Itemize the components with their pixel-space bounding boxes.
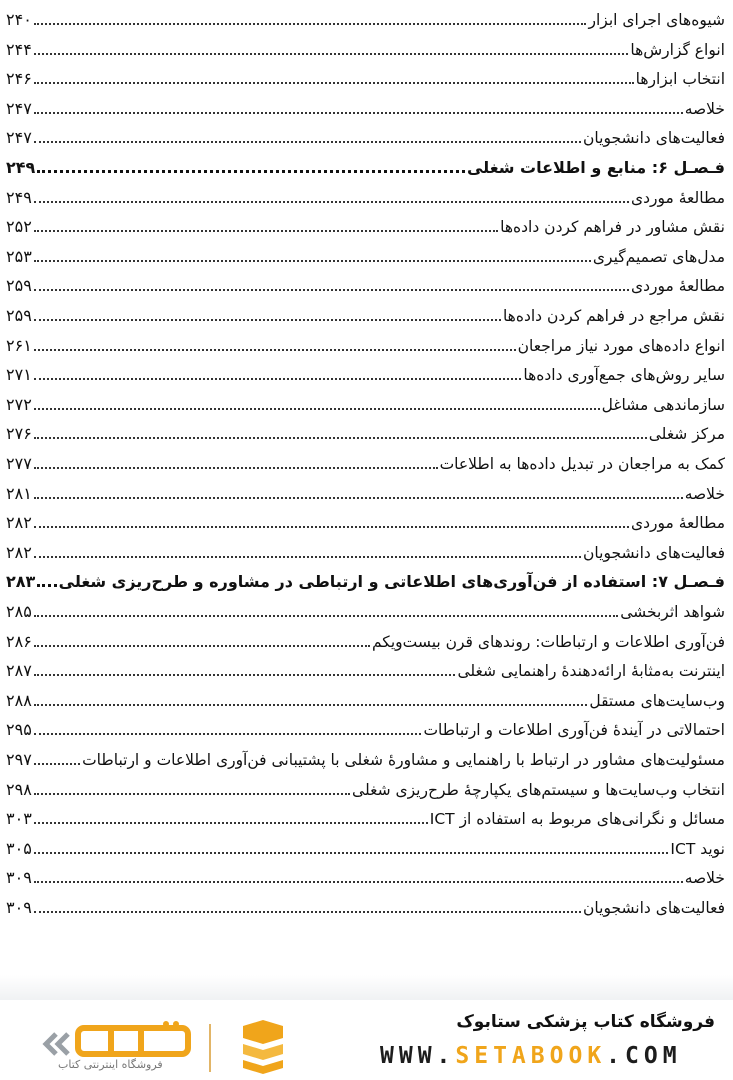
- toc-entry[interactable]: [6, 507, 725, 537]
- toc-entry[interactable]: [6, 892, 725, 922]
- dot-leader: [34, 763, 80, 765]
- toc-entry-title: مطالعهٔ موردی: [630, 514, 725, 533]
- chapter-label: فـصـل ۷:: [651, 572, 725, 592]
- toc-entry-title: شیوه‌های اجرای ابزار: [588, 11, 725, 29]
- dot-leader: [34, 467, 438, 469]
- toc-entry-title: فعالیت‌های دانشجویان: [583, 899, 725, 917]
- toc-entry-title: فـصـل ۶: منابع و اطلاعات شغلی: [466, 158, 725, 177]
- footer-fade: [0, 975, 733, 1003]
- dot-leader: [37, 584, 56, 587]
- toc-entry[interactable]: [6, 626, 725, 656]
- toc-page-number: ۲۷۱: [6, 365, 32, 385]
- toc-entry[interactable]: [6, 122, 725, 152]
- toc-page-number: ۲۷۲: [6, 394, 32, 414]
- toc-page-number: ۳۰۹: [6, 868, 32, 888]
- toc-entry-title: مسئولیت‌های مشاور در ارتباط با راهنمایی و مشاورهٔ شغلی با پشتیبانی فن‌آوری اطلاعات و ارتباطات: [82, 751, 725, 769]
- dot-leader: [34, 201, 629, 203]
- toc-entry-title: مطالعهٔ موردی: [630, 188, 725, 207]
- dot-leader: [34, 615, 618, 617]
- dot-leader: [34, 822, 428, 824]
- dot-leader: [34, 230, 498, 232]
- toc-entry[interactable]: [6, 655, 725, 685]
- toc-page-number: ۲۴۹: [6, 158, 36, 177]
- toc-page-number: ۲۴۴: [6, 39, 32, 59]
- toc-page-number: ۲۵۹: [6, 306, 32, 325]
- toc-entry-title: نقش مراجع در فراهم کردن داده‌ها: [502, 307, 725, 325]
- dot-leader: [34, 53, 629, 55]
- dot-leader: [34, 911, 581, 913]
- toc-entry-title: فن‌آوری اطلاعات و ارتباطات: روندهای قرن بیست‌ویکم: [371, 632, 725, 651]
- toc-page-number: ۲۵۳: [6, 246, 32, 266]
- toc-entry[interactable]: [6, 93, 725, 123]
- toc-chapter-heading[interactable]: [6, 566, 725, 596]
- toc-entry[interactable]: [6, 774, 725, 804]
- toc-page-number: ۲۸۷: [6, 661, 32, 681]
- toc-page-number: ۲۸۵: [6, 602, 32, 621]
- toc-chapter-heading[interactable]: [6, 152, 725, 182]
- dot-leader: [34, 645, 370, 647]
- toc-page-number: ۲۷۷: [6, 454, 32, 473]
- toc-page-number: ۲۴۷: [6, 98, 32, 118]
- toc-entry[interactable]: [6, 537, 725, 567]
- toc-entry-title: مدل‌های تصمیم‌گیری: [592, 247, 725, 266]
- toc-entry-title: مسائل و نگرانی‌های مربوط به استفاده از ICT: [429, 810, 725, 829]
- toc-entry[interactable]: [6, 833, 725, 863]
- dot-leader: [34, 733, 422, 735]
- dot-leader: [34, 23, 587, 25]
- toc-page-number: ۲۸۱: [6, 483, 32, 503]
- toc-entry[interactable]: [6, 241, 725, 271]
- toc-page-number: ۲۸۸: [6, 690, 32, 710]
- dot-leader: [34, 112, 683, 114]
- toc-page-number: ۲۴۷: [6, 128, 32, 148]
- toc-entry[interactable]: [6, 714, 725, 744]
- toc-entry-title: سازماندهی مشاغل: [601, 395, 725, 414]
- toc-entry[interactable]: [6, 803, 725, 833]
- dot-leader: [34, 260, 591, 262]
- dot-leader: [34, 289, 629, 291]
- toc-entry-title: فعالیت‌های دانشجویان: [583, 543, 725, 562]
- dot-leader: [34, 793, 350, 795]
- toc-page-number: ۲۹۷: [6, 750, 32, 769]
- toc-entry-title: انتخاب وب‌سایت‌ها و سیستم‌های یکپارچهٔ طرح‌ریزی شغلی: [352, 780, 725, 799]
- toc-entry-title: مطالعهٔ موردی: [630, 277, 725, 296]
- toc-entry-title: خلاصه: [684, 99, 725, 118]
- store-url[interactable]: WWW.SETABOOK.COM: [380, 1043, 682, 1069]
- dot-leader: [34, 141, 581, 143]
- toc-entry[interactable]: [6, 448, 725, 478]
- toc-page-number: ۲۸۳: [6, 572, 36, 592]
- toc-entry[interactable]: [6, 4, 725, 34]
- toc-entry[interactable]: [6, 862, 725, 892]
- toc-entry-title: احتمالاتی در آیندهٔ فن‌آوری اطلاعات و ارتباطات: [423, 721, 725, 740]
- toc-entry-title: شواهد اثربخشی: [620, 603, 725, 621]
- dot-leader: [34, 556, 581, 558]
- store-url-highlight: SETABOOK: [455, 1043, 607, 1069]
- dot-leader: [34, 704, 588, 706]
- toc-page-number: ۲۶۱: [6, 335, 32, 355]
- toc-page-number: ۲۴۶: [6, 69, 32, 89]
- toc-entry-title: وب‌سایت‌های مستقل: [589, 691, 725, 710]
- toc-entry[interactable]: [6, 63, 725, 93]
- toc-entry-title: خلاصه: [684, 869, 725, 888]
- toc-entry[interactable]: [6, 389, 725, 419]
- toc-page-number: ۳۰۹: [6, 898, 32, 917]
- toc-page-number: ۲۵۲: [6, 217, 32, 237]
- dot-leader: [34, 378, 522, 380]
- dot-leader: [34, 881, 683, 883]
- toc-entry[interactable]: [6, 270, 725, 300]
- dot-leader: [34, 349, 516, 351]
- toc-entry-title: انتخاب ابزارها: [635, 70, 725, 89]
- toc-entry-title: خلاصه: [684, 484, 725, 503]
- toc-page-number: ۲۸۶: [6, 631, 32, 651]
- toc-page-number: ۲۸۲: [6, 513, 32, 533]
- toc-entry-title: انواع گزارش‌ها: [630, 40, 725, 59]
- toc-page-number: ۲۵۹: [6, 276, 32, 296]
- toc-entry[interactable]: [6, 359, 725, 389]
- toc-page-number: ۲۹۵: [6, 720, 32, 740]
- toc-entry-title: انواع داده‌های مورد نیاز مراجعان: [517, 336, 725, 355]
- toc-page-number: ۲۴۰: [6, 10, 32, 29]
- dot-leader: [34, 437, 647, 439]
- toc-entry-title: فعالیت‌های دانشجویان: [583, 129, 725, 148]
- toc-entry[interactable]: [6, 596, 725, 626]
- dot-leader: [34, 319, 501, 321]
- toc-page-number: ۳۰۵: [6, 838, 32, 858]
- store-name: فروشگاه کتاب پزشکی ستابوک: [456, 1012, 715, 1032]
- dot-leader: [37, 170, 465, 173]
- toc-entry[interactable]: [6, 182, 725, 212]
- dot-leader: [34, 526, 629, 528]
- toc-entry[interactable]: [6, 685, 725, 715]
- dot-leader: [34, 852, 669, 854]
- toc-page-number: ۲۴۹: [6, 187, 32, 207]
- dot-leader: [34, 408, 600, 410]
- toc-page-number: ۲۷۶: [6, 424, 32, 444]
- toc-entry[interactable]: [6, 300, 725, 330]
- toc-entry[interactable]: [6, 744, 725, 774]
- dot-leader: [34, 82, 634, 84]
- toc-entry[interactable]: [6, 478, 725, 508]
- logo-caption: فروشگاه اینترنتی کتاب: [58, 1058, 163, 1071]
- toc-entry[interactable]: [6, 211, 725, 241]
- toc-entry-title: سایر روش‌های جمع‌آوری داده‌ها: [523, 366, 725, 385]
- toc-entry-title: فـصـل ۷: استفاده از فن‌آوری‌های اطلاعاتی و ارتباطی در مشاوره و طرح‌ریزی شغلی: [58, 572, 725, 592]
- toc-entry[interactable]: [6, 34, 725, 64]
- toc-entry-title: اینترنت به‌مثابهٔ ارائه‌دهندهٔ راهنمایی شغلی: [457, 662, 725, 681]
- toc-page-number: ۲۹۸: [6, 779, 32, 799]
- dot-leader: [34, 674, 456, 676]
- toc-page-number: ۳۰۳: [6, 809, 32, 829]
- toc-page-number: ۲۸۲: [6, 542, 32, 562]
- toc-entry-title: کمک به مراجعان در تبدیل داده‌ها به اطلاعات: [439, 455, 725, 473]
- dot-leader: [34, 497, 683, 499]
- toc-entry-title: نوید ICT: [670, 839, 725, 858]
- toc-entry[interactable]: [6, 418, 725, 448]
- chapter-label: فـصـل ۶:: [651, 158, 725, 177]
- toc-entry-title: مرکز شغلی: [648, 425, 725, 444]
- toc-entry-title: نقش مشاور در فراهم کردن داده‌ها: [500, 218, 725, 237]
- toc-entry[interactable]: [6, 330, 725, 360]
